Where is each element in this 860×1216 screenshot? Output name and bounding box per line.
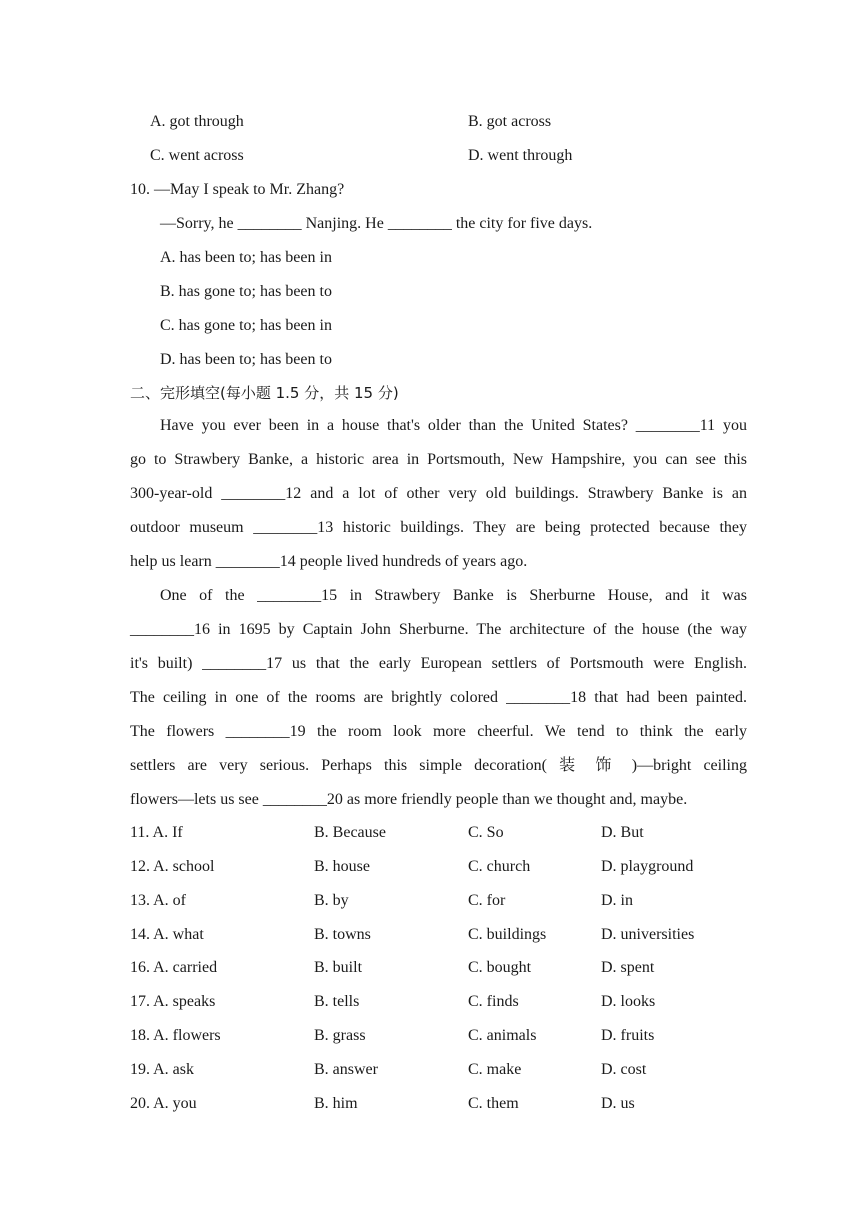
choice-a: 12. A. school — [130, 858, 215, 875]
choice-c: C. church — [468, 858, 531, 875]
choice-c: C. for — [468, 892, 506, 909]
choice-b: B. Because — [314, 824, 386, 841]
choice-b: B. grass — [314, 1027, 366, 1044]
choice-b: B. by — [314, 892, 349, 909]
choice-c: C. make — [468, 1061, 522, 1078]
choice-a: 19. A. ask — [130, 1061, 194, 1078]
q10-option-a: A. has been to; has been in — [160, 249, 332, 266]
q9-option-c: C. went across — [150, 147, 244, 164]
choice-d: D. in — [601, 892, 633, 909]
choice-c: C. them — [468, 1095, 519, 1112]
choice-c: C. buildings — [468, 926, 547, 943]
choice-d: D. universities — [601, 926, 695, 943]
choice-b: B. him — [314, 1095, 358, 1112]
choice-c: C. animals — [468, 1027, 537, 1044]
choice-d: D. fruits — [601, 1027, 655, 1044]
choice-a: 13. A. of — [130, 892, 186, 909]
choice-b: B. built — [314, 959, 363, 976]
q10-option-c: C. has gone to; has been in — [160, 317, 332, 334]
q9-option-b: B. got across — [468, 113, 552, 130]
passage-line: flowers—lets us see ________20 as more friendly people than we thought and, maybe. — [130, 791, 688, 808]
passage-line: go to Strawbery Banke, a historic area in Portsmouth, New Hampshire, you can see this — [130, 451, 747, 468]
choice-a: 20. A. you — [130, 1095, 197, 1112]
q9-option-a: A. got through — [150, 113, 244, 130]
choice-b: B. towns — [314, 926, 371, 943]
passage-line: The flowers ________19 the room look more cheerful. We tend to think the early — [130, 723, 747, 740]
choice-b: B. tells — [314, 993, 360, 1010]
choice-d: D. us — [601, 1095, 635, 1112]
choice-a: 14. A. what — [130, 926, 204, 943]
passage-line: ________16 in 1695 by Captain John Sherburne. The architecture of the house (the way — [130, 621, 747, 638]
choice-a: 16. A. carried — [130, 959, 218, 976]
choice-c: C. bought — [468, 959, 532, 976]
choice-d: D. looks — [601, 993, 656, 1010]
passage-line: help us learn ________14 people lived hundreds of years ago. — [130, 553, 528, 570]
choice-b: B. answer — [314, 1061, 378, 1078]
choice-c: C. finds — [468, 993, 519, 1010]
passage-line: settlers are very serious. Perhaps this simple decoration( 装 饰 )—bright ceiling — [130, 757, 747, 774]
choice-b: B. house — [314, 858, 370, 875]
choice-a: 11. A. If — [130, 824, 183, 841]
passage-line: The ceiling in one of the rooms are brightly colored ________18 that had been painted. — [130, 689, 747, 706]
passage-line: One of the ________15 in Strawbery Banke is Sherburne House, and it was — [160, 587, 747, 604]
passage-line: it's built) ________17 us that the early European settlers of Portsmouth were English. — [130, 655, 747, 672]
choice-d: D. spent — [601, 959, 655, 976]
q10-option-d: D. has been to; has been to — [160, 351, 332, 368]
passage-line: outdoor museum ________13 historic buildings. They are being protected because they — [130, 519, 747, 536]
q10-stem: 10. —May I speak to Mr. Zhang? — [130, 181, 345, 198]
q10-reply: —Sorry, he ________ Nanjing. He ________ the city for five days. — [160, 215, 593, 232]
choice-a: 18. A. flowers — [130, 1027, 221, 1044]
section-heading: 二、完形填空(每小题 1.5 分，共 15 分) — [130, 384, 399, 402]
q10-option-b: B. has gone to; has been to — [160, 283, 332, 300]
passage-line: 300-year-old ________12 and a lot of other very old buildings. Strawbery Banke is an — [130, 485, 747, 502]
choice-d: D. cost — [601, 1061, 647, 1078]
passage-line: Have you ever been in a house that's older than the United States? ________11 you — [160, 417, 747, 434]
q9-option-d: D. went through — [468, 147, 573, 164]
choice-c: C. So — [468, 824, 504, 841]
choice-d: D. But — [601, 824, 644, 841]
choice-a: 17. A. speaks — [130, 993, 216, 1010]
choice-d: D. playground — [601, 858, 694, 875]
